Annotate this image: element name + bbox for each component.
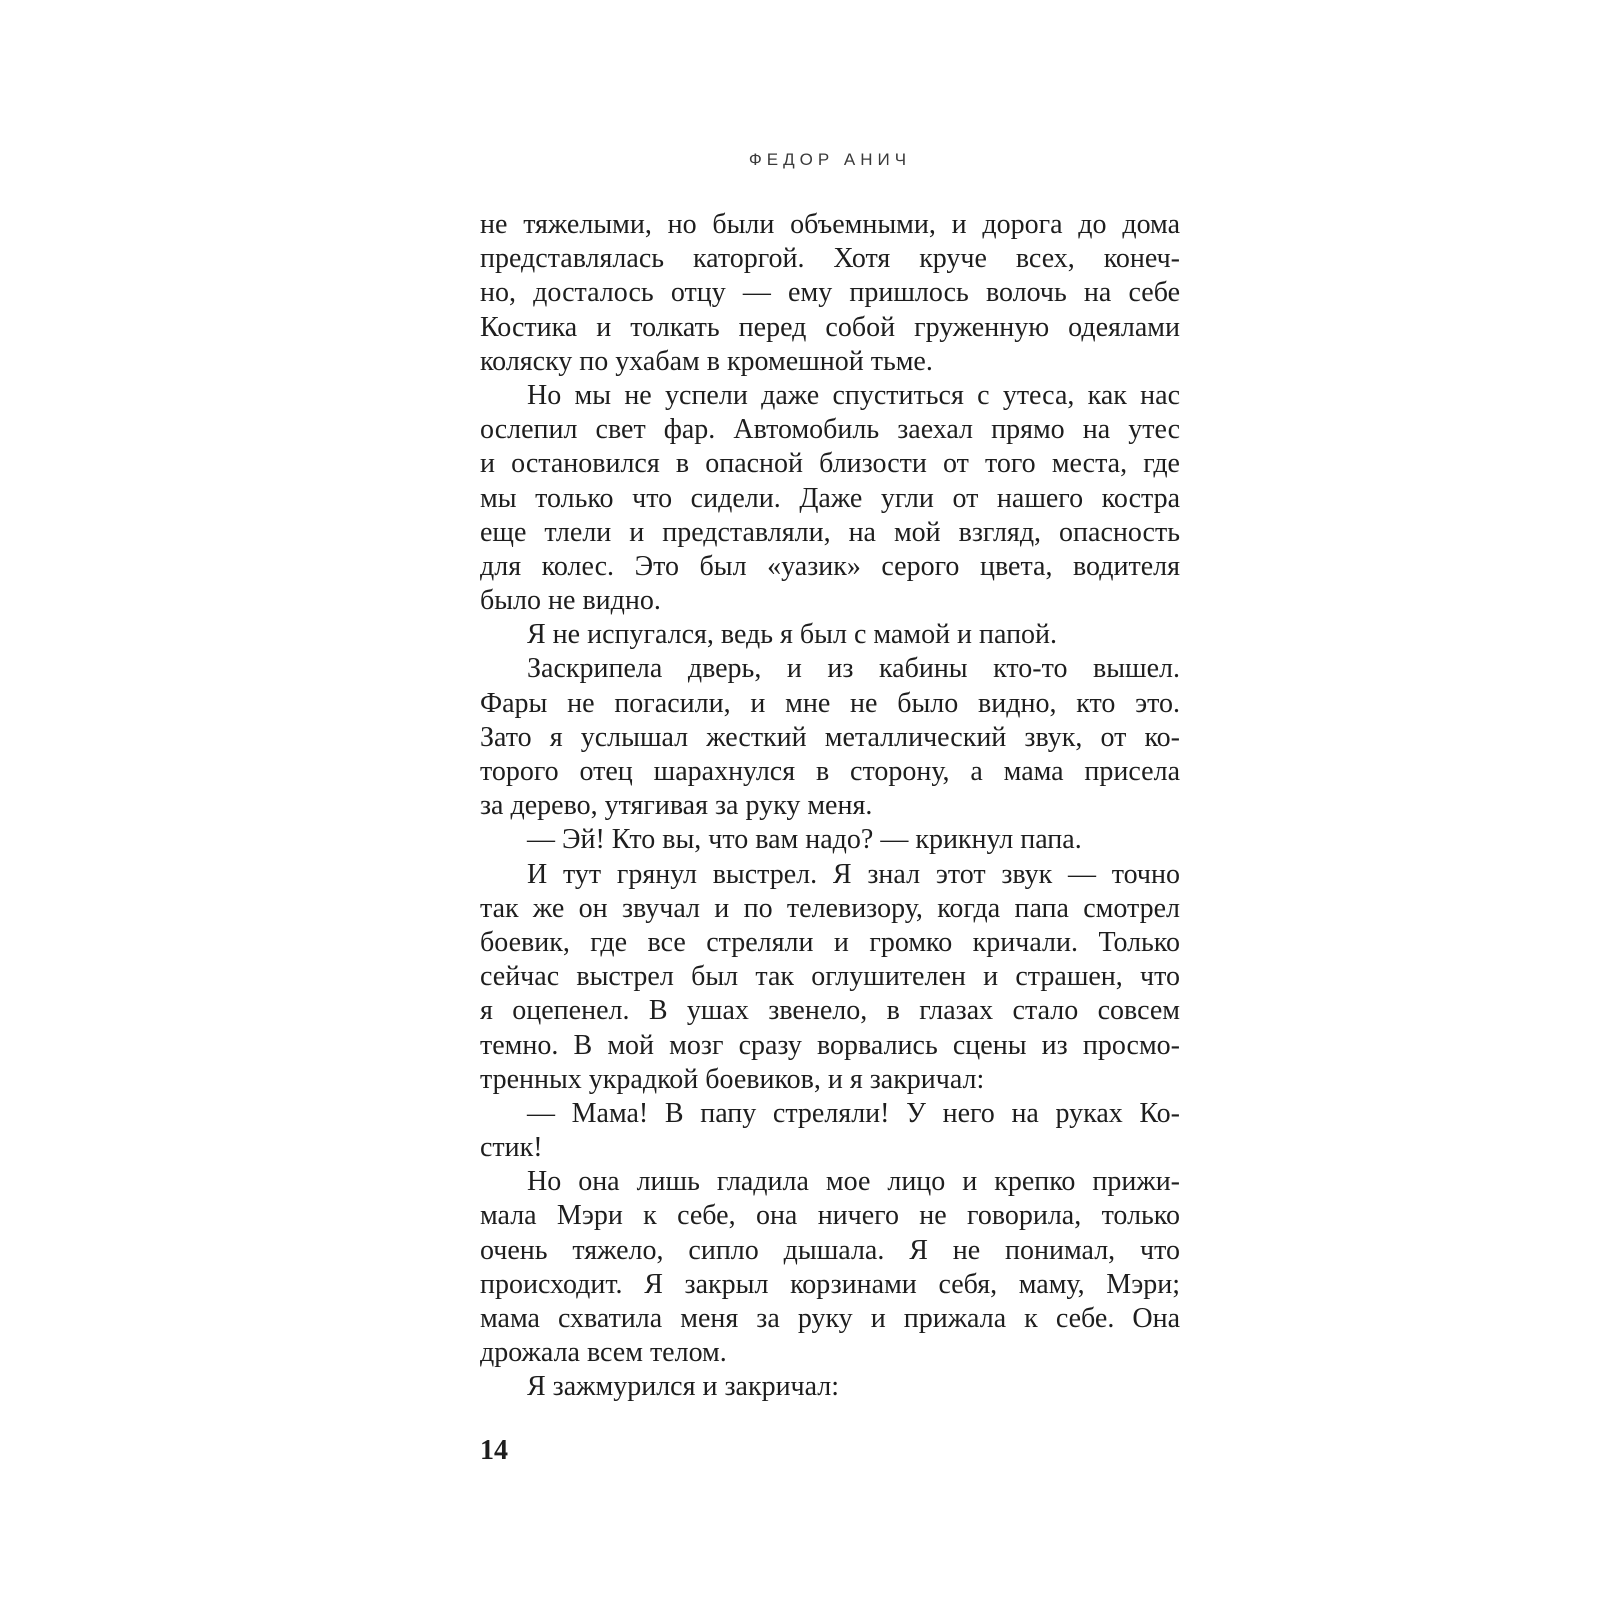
text-line: представлялась каторгой. Хотя круче всех, конеч- [480,243,1180,275]
text-line: не тяжелыми, но были объемными, и дорога до дома [480,209,1180,240]
running-head: ФЕДОР АНИЧ [748,150,912,169]
text-line: и остановился в опасной близости от того места, где [480,448,1180,480]
body-text [480,208,1180,1405]
text-line: коляску по ухабам в кромешной тьме. [480,345,933,377]
text-line: Но мы не успели даже спуститься с утеса, как нас [527,379,1180,411]
text-line: Я не испугался, ведь я был с мамой и папой. [527,619,1058,651]
text-line: мала Мэри к себе, она ничего не говорила, только [480,1200,1180,1232]
text-line: Я зажмурился и закричал: [527,1371,840,1403]
text-line: И тут грянул выстрел. Я знал этот звук — точно [527,858,1180,890]
text-line: торого отец шарахнулся в сторону, а мама присела [480,756,1180,787]
text-line: мама схватила меня за руку и прижала к себе. Она [480,1303,1180,1334]
text-line: сейчас выстрел был так оглушителен и страшен, что [480,961,1180,993]
text-line: ослепил свет фар. Автомобиль заехал прямо на утес [480,414,1180,446]
text-line: но, досталось отцу — ему пришлось волочь на себе [480,277,1180,309]
text-line: для колес. Это был «уазик» серого цвета, водителя [480,550,1180,582]
text-line: происходит. Я закрыл корзинами себя, маму, Мэри; [480,1268,1180,1300]
text-line: боевик, где все стреляли и громко кричали. Только [480,926,1180,958]
text-line: мы только что сидели. Даже угли от нашего костра [480,482,1180,514]
text-line: стик! [480,1132,543,1164]
text-line: очень тяжело, сипло дышала. Я не понимал, что [480,1234,1180,1266]
page-number: 14 [480,1435,508,1466]
text-line: за дерево, утягивая за руку меня. [480,790,873,822]
text-line: Заскрипела дверь, и из кабины кто-то вышел. [527,653,1180,685]
text-line: Костика и толкать перед собой груженную одеялами [480,311,1180,343]
text-line: темно. В мой мозг сразу ворвались сцены из просмо- [480,1029,1180,1061]
text-line: Зато я услышал жесткий металлический звук, от ко- [480,721,1180,753]
text-line: было не видно. [480,585,661,617]
text-line: так же он звучал и по телевизору, когда папа смотрел [480,892,1180,924]
text-line: еще тлели и представляли, на мой взгляд, опасность [480,516,1180,548]
text-line: Но она лишь гладила мое лицо и крепко прижи- [527,1166,1180,1198]
text-line: Фары не погасили, и мне не было видно, кто это. [480,687,1180,719]
text-line: я оцепенел. В ушах звенело, в глазах стало совсем [480,995,1180,1027]
text-line: тренных украдкой боевиков, и я закричал: [480,1063,985,1095]
text-line: дрожала всем телом. [480,1337,727,1369]
text-line: — Мама! В папу стреляли! У него на руках Ко- [527,1097,1180,1129]
text-line: — Эй! Кто вы, что вам надо? — крикнул папа. [527,824,1082,856]
